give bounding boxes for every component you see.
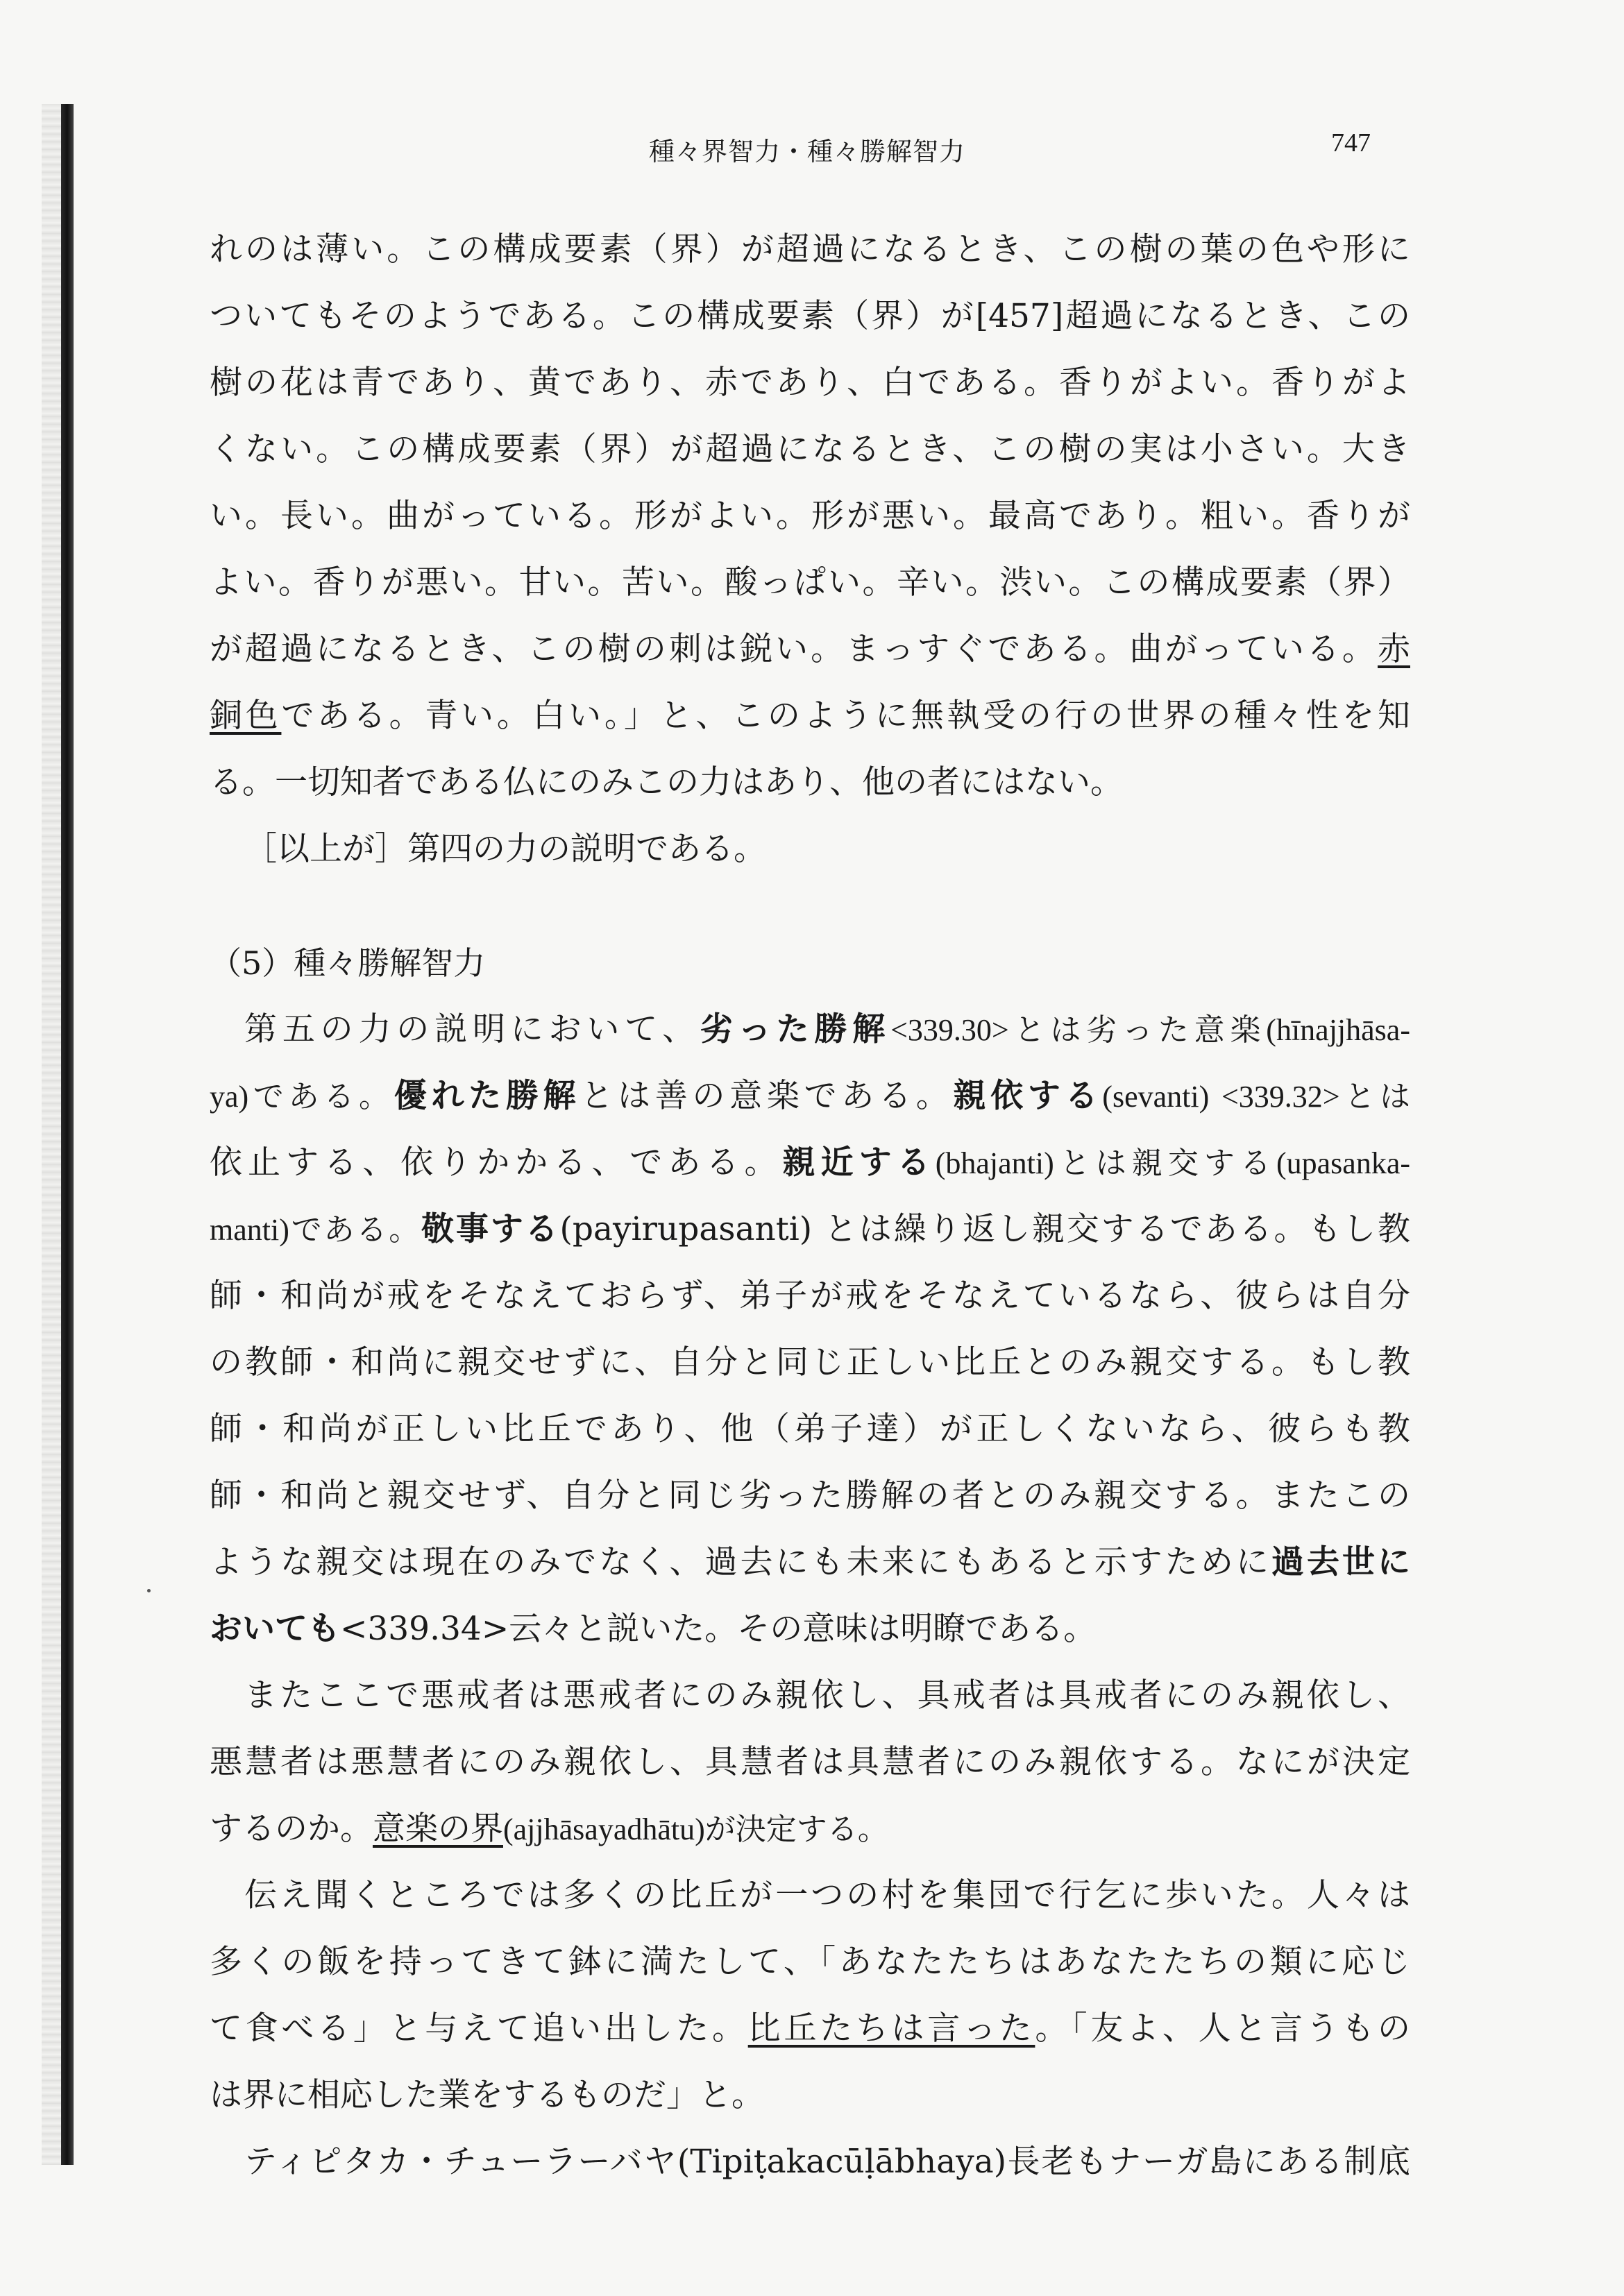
text-line — [210, 1196, 1410, 1263]
bold-term: 親依する — [953, 1077, 1103, 1115]
bold-term: 過去世に — [1271, 1543, 1410, 1581]
text-line: ［以上が］第四の力の説明である。 — [244, 830, 766, 868]
underlined-term: 比丘たちは言った — [747, 2009, 1035, 2048]
text-run: が超過になるとき、この樹の刺は鋭い。まっすぐである。曲がっている。 — [210, 630, 1378, 668]
scan-binding-shadow — [61, 104, 74, 2165]
text-line — [210, 1596, 1410, 1663]
text-line — [210, 996, 1410, 1063]
text-line — [210, 683, 1410, 749]
text-line: またここで悪戒者は悪戒者にのみ親依し、具戒者は具戒者にのみ親依し、 — [244, 1676, 1410, 1715]
bold-term: おいても — [210, 1610, 340, 1648]
scan-speck — [147, 1589, 151, 1592]
text-run: (bhajanti)とは親交する(upasanka- — [935, 1146, 1410, 1180]
text-line: 師・和尚と親交せず、自分と同じ劣った勝解の者とのみ親交する。またこの — [210, 1477, 1410, 1515]
paragraph-3 — [210, 996, 1410, 1663]
text-run: <339.34>云々と説いた。その意味は明瞭である。 — [340, 1610, 1097, 1648]
text-run: である。青い。白い。」と、このように無執受の行の世界の種々性を知 — [281, 697, 1410, 735]
text-run: ya)である。 — [210, 1080, 394, 1114]
paragraph-5 — [210, 1862, 1410, 2129]
text-line: 師・和尚が戒をそなえておらず、弟子が戒をそなえているなら、彼らは自分 — [210, 1277, 1410, 1315]
text-line — [210, 1996, 1410, 2062]
text-run: て食べる」と与えて追い出した。 — [210, 2009, 748, 2048]
text-line: 樹の花は青であり、黄であり、赤であり、白である。香りがよい。香りがよ — [210, 364, 1410, 402]
text-run: (payirupasanti) とは繰り返し親交するである。もし教 — [559, 1210, 1410, 1248]
text-line — [210, 1529, 1410, 1596]
text-line: は界に相応した業をするものだ」と。 — [210, 2076, 764, 2114]
text-run: (ajjhāsayadhātu)が決定する。 — [503, 1812, 888, 1846]
paragraph-4 — [210, 1663, 1410, 1862]
paragraph-6 — [210, 2129, 1410, 2195]
underlined-term: 意楽の界 — [373, 1810, 503, 1848]
text-run: (sevanti) <339.32>とは — [1102, 1080, 1410, 1114]
text-run: するのか。 — [210, 1810, 373, 1848]
text-line: よい。香りが悪い。甘い。苦い。酸っぱい。辛い。渋い。この構成要素（界） — [210, 563, 1410, 602]
text-line: 多くの飯を持ってきて鉢に満たして、「あなたたちはあなたたちの類に応じ — [210, 1943, 1410, 1981]
bold-term: 敬事する — [421, 1210, 560, 1248]
text-line — [210, 1063, 1410, 1130]
page-header — [0, 130, 1624, 172]
bold-term: 親近する — [782, 1143, 936, 1182]
text-line: 師・和尚が正しい比丘であり、他（弟子達）が正しくないなら、彼らも教 — [210, 1410, 1410, 1448]
text-line: 伝え聞くところでは多くの比丘が一つの村を集団で行乞に歩いた。人々は — [244, 1876, 1410, 1914]
running-head: 種々界智力・種々勝解智力 — [649, 137, 965, 167]
text-line — [210, 1796, 1410, 1862]
text-line: 悪慧者は悪慧者にのみ親依し、具慧者は具慧者にのみ親依する。なにが決定 — [210, 1743, 1410, 1781]
underlined-term: 銅色 — [210, 697, 282, 735]
page-body — [210, 216, 1410, 2195]
bold-term: 優れた勝解 — [394, 1077, 581, 1115]
page-number: 747 — [1331, 128, 1371, 158]
text-run: 依止する、依りかかる、である。 — [210, 1143, 783, 1182]
paragraph-1 — [210, 216, 1410, 816]
text-run: manti)である。 — [210, 1213, 422, 1247]
text-line: ついてもそのようである。この構成要素（界）が[457]超過になるとき、この — [210, 297, 1410, 335]
paragraph-2 — [210, 816, 1410, 883]
text-run: 第五の力の説明において、 — [244, 1010, 700, 1048]
text-line: れのは薄い。この構成要素（界）が超過になるとき、この樹の葉の色や形に — [210, 230, 1410, 269]
text-run: 。「友よ、人と言うもの — [1035, 2009, 1410, 2048]
text-line: ティピタカ・チューラーバヤ(Tipiṭakacūḷābhaya)長老もナーガ島にある制底 — [244, 2143, 1410, 2181]
text-line — [210, 616, 1410, 683]
section-heading: （5）種々勝解智力 — [210, 944, 486, 982]
section-gap — [210, 883, 1410, 930]
scan-edge-noise — [42, 104, 61, 2165]
text-run: とは善の意楽である。 — [580, 1077, 954, 1115]
text-line: くない。この構成要素（界）が超過になるとき、この樹の実は小さい。大き — [210, 430, 1410, 468]
text-run: ような親交は現在のみでなく、過去にも未来にもあると示すために — [210, 1543, 1271, 1581]
bold-term: 劣った勝解 — [700, 1010, 891, 1048]
underlined-term: 赤 — [1378, 630, 1410, 668]
text-line: る。一切知者である仏にのみこの力はあり、他の者にはない。 — [210, 763, 1123, 801]
text-line — [210, 1130, 1410, 1196]
text-line: の教師・和尚に親交せずに、自分と同じ正しい比丘とのみ親交する。もし教 — [210, 1343, 1410, 1381]
text-line: い。長い。曲がっている。形がよい。形が悪い。最高であり。粗い。香りが — [210, 497, 1410, 535]
text-run: <339.30>とは劣った意楽(hīnajjhāsa- — [890, 1013, 1410, 1047]
